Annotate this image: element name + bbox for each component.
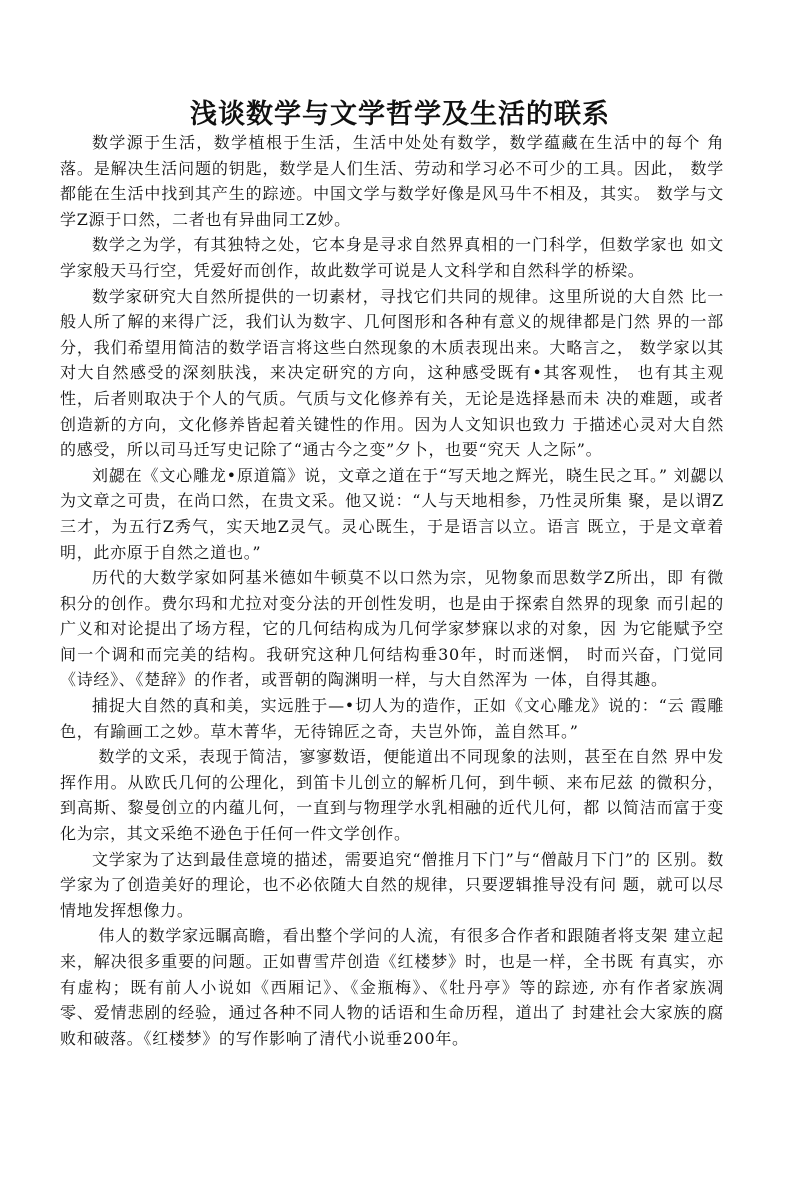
document-title: 浅谈数学与文学哲学及生活的联系 bbox=[190, 99, 610, 131]
paragraph-8: 文学家为了达到最佳意境的描述，需要追究“僧推月下门”与“僧敲月下门”的 区别。数学家为了创造美好的理论，也不必依随大自然的规律，只要逻辑推导没有问 题，就可以尽情地发挥想像力。 bbox=[60, 849, 724, 920]
paragraph-3: 数学家研究大自然所提供的一切素材，寻找它们共同的规律。这里所说的大自然 比一般人所了解的来得广泛，我们认为数字、几何图形和各种有意义的规律都是门然 界的一部分，我们希望用简洁的数学语言将这些白然现象的木质表现出来。大略言之， 数学家以其对大自然感受的深刻肤浅，来决定研究的方向，这种感受既有•其客观性， 也有其主观性，后者则取决于个人的气质。气质与文化修养有关，无论是选择悬而未 决的难题，或者创造新的方向，文化修养皆起着关键性的作用。因为人文知识也致力 于描述心灵对大自然的感受，所以司马迁写史记除了“通古今之变”夕卜，也要“究天 人之际”。 bbox=[60, 286, 724, 460]
paragraph-2: 数学之为学，有其独特之处，它本身是寻求自然界真相的一门科学，但数学家也 如文学家般天马行空，凭爱好而创作，故此数学可说是人文科学和自然科学的桥梁。 bbox=[60, 235, 724, 280]
paragraph-5: 历代的大数学家如阿基米德如牛顿莫不以口然为宗，见物象而思数学Z所出，即 有微积分的创作。费尔玛和尤拉对变分法的开创性发明，也是由于探索自然界的现象 而引起的广义和对论提出了场方程，它的几何结构成为几何学家梦寐以求的对象，因 为它能赋予空间一个调和而完美的结构。我研究这种几何结构垂30年，时而迷惘， 时而兴奋，门觉同《诗经》、《楚辞》的作者，或晋朝的陶渊明一样，与大自然浑为 一体，自得其趣。 bbox=[60, 568, 724, 690]
paragraph-1: 数学源于生活，数学植根于生活，生活中处处有数学，数学蕴藏在生活中的每个 角落。是解决生活问题的钥匙，数学是人们生活、劳动和学习必不可少的工具。因此， 数学都能在生活中找到其产生的踪迹。中国文学与数学好像是风马牛不相及，其实。 数学与文学Z源于口然，二者也有异曲同工Z妙。 bbox=[60, 133, 724, 229]
paragraph-7: 数学的文采，表现于简洁，寥寥数语，便能道出不同现象的法则，甚至在自然 界中发挥作用。从欧氏几何的公理化，到笛卡儿创立的解析几何，到牛顿、来布尼兹 的微积分，到高斯、黎曼创立的内蕴儿何，一直到与物理学水乳相融的近代儿何，都 以简洁而富于变化为宗，其文采绝不逊色于任何一件文学创作。 bbox=[60, 747, 724, 844]
paragraph-4: 刘勰在《文心雕龙•原道篇》说，文章之道在于“写天地之辉光，晓生民之耳。” 刘勰以为文章之可贵，在尚口然，在贵文采。他又说：“人与天地相参，乃性灵所集 聚，是以谓Z三才，为五行Z秀气，实天地Z灵气。灵心既生，于是语言以立。语言 既立，于是文章着明，此亦原于自然之道也。” bbox=[60, 465, 724, 562]
paragraph-6: 捕捉大自然的真和美，实远胜于—•切人为的造作，正如《文心雕龙》说的：“云 霞雕色，有踰画工之妙。草木菁华，无待锦匠之奇，夫岂外饰，盖自然耳。” bbox=[60, 696, 724, 741]
paragraph-9: 伟人的数学家远瞩高瞻，看出整个学问的人流，有很多合作者和跟随者将支架 建立起来，解决很多重要的问题。正如曹雪芹创造《红楼梦》时，也是一样，全书既 有真实，亦有虚构；既有前人小说如《西厢记》、《金瓶梅》、《牡丹亭》等的踪迹, 亦有作者家族凋零、爱情悲剧的经验，通过各种不同人物的话语和生命历程，道出了 封建社会大家族的腐败和破落。《红楼梦》的写作影响了清代小说垂200年。 bbox=[60, 926, 724, 1048]
document-body bbox=[60, 130, 724, 1051]
